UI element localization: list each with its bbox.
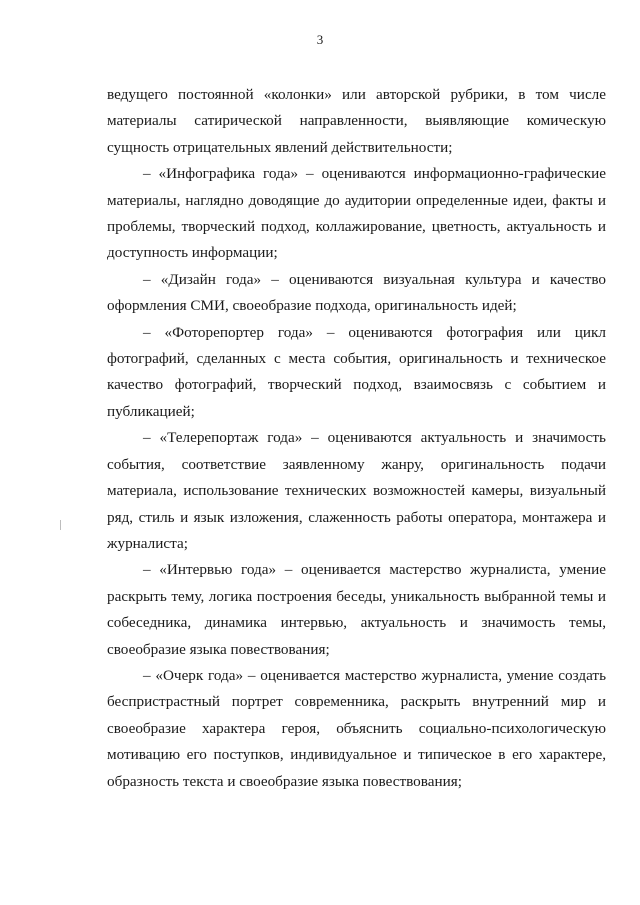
text-line: материалы сатирической направленности, выявляющие комическую <box>107 112 606 130</box>
text-line: ведущего постоянной «колонки» или авторской рубрики, в том числе <box>107 86 606 103</box>
text-line: беспристрастный портрет современника, раскрыть внутренний мир и <box>107 693 606 711</box>
document-body <box>107 82 606 795</box>
paragraph-photoreporter <box>107 320 606 426</box>
text-line: публикацией; <box>107 402 195 420</box>
text-line: ряд, стиль и язык изложения, слаженность работы оператора, монтажера и <box>107 508 606 526</box>
text-line: раскрыть тему, логика построения беседы, уникальность выбранной темы и <box>107 587 606 605</box>
text-line: журналиста; <box>107 534 188 552</box>
text-line: материала, использование технических возможностей камеры, визуальный <box>107 482 606 500</box>
text-line: – «Дизайн года» – оцениваются визуальная культура и качество <box>143 270 606 288</box>
text-line: – «Инфографика года» – оцениваются информационно-графические <box>143 165 606 183</box>
paragraph-tv-report <box>107 425 606 557</box>
text-line: – «Фоторепортер года» – оцениваются фотография или цикл <box>143 323 606 341</box>
text-line: мотивацию его поступков, индивидуальное и типическое в его характере, <box>107 746 606 764</box>
margin-mark <box>60 520 61 530</box>
text-line: собеседника, динамика интервью, актуальность и значимость темы, <box>107 614 606 632</box>
text-line: образность текста и своеобразие языка повествования; <box>107 772 462 790</box>
paragraph-interview <box>107 557 606 663</box>
text-line: фотографий, сделанных с места события, оригинальность и техническое <box>107 350 606 368</box>
text-line: сущность отрицательных явлений действительности; <box>107 138 453 156</box>
paragraph-design <box>107 267 606 320</box>
text-line: оформления СМИ, своеобразие подхода, оригинальность идей; <box>107 297 517 315</box>
text-line: своеобразие языка повествования; <box>107 640 330 658</box>
text-line: – «Интервью года» – оценивается мастерство журналиста, умение <box>143 561 606 579</box>
paragraph-continuation <box>107 82 606 161</box>
text-line: события, соответствие заявленному жанру, оригинальность подачи <box>107 455 606 473</box>
text-line: своеобразие характера героя, объяснить социально-психологическую <box>107 719 606 737</box>
text-line: доступность информации; <box>107 244 278 262</box>
text-line: – «Телерепортаж года» – оцениваются актуальность и значимость <box>143 429 606 447</box>
text-line: качество фотографий, творческий подход, взаимосвязь с событием и <box>107 376 606 394</box>
text-line: проблемы, творческий подход, коллажирование, цветность, актуальность и <box>107 218 606 236</box>
page-number: 3 <box>316 32 324 47</box>
paragraph-essay <box>107 663 606 795</box>
text-line: – «Очерк года» – оценивается мастерство журналиста, умение создать <box>143 666 606 684</box>
text-line: материалы, наглядно доводящие до аудитории определенные идеи, факты и <box>107 191 606 209</box>
paragraph-infographic <box>107 161 606 267</box>
